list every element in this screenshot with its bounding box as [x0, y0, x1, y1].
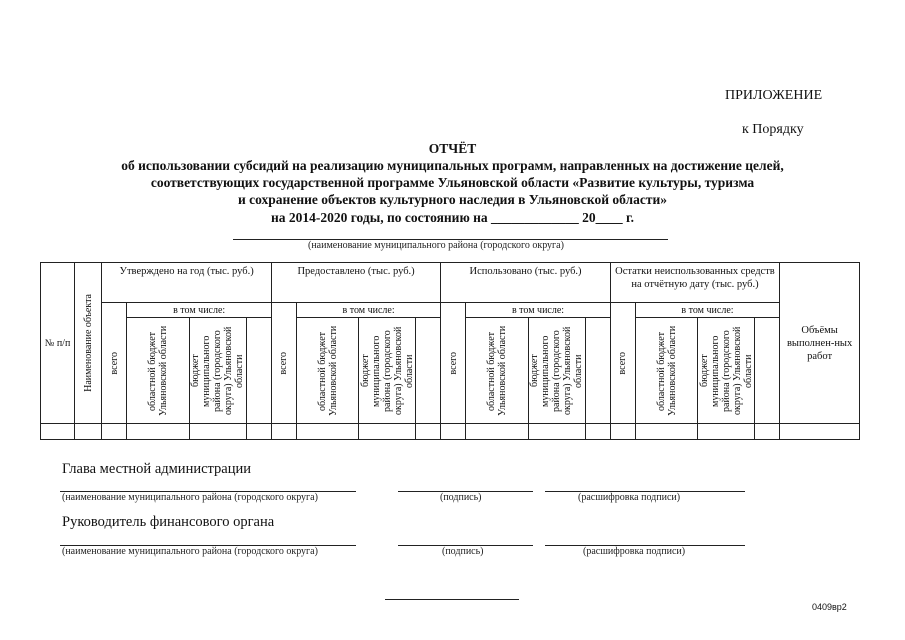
header-number: № п/п	[41, 263, 75, 424]
header-group-remaining: Остатки неиспользованных средств на отчётную дату (тыс. руб.)	[610, 263, 779, 303]
report-date-line: на 2014-2020 годы, по состоянию на _____________ 20____ г.	[270, 210, 635, 225]
header-remaining-blank	[755, 318, 780, 424]
header-group-used: Использовано (тыс. руб.)	[441, 263, 610, 303]
header-remaining-including: в том числе:	[635, 303, 779, 318]
table-cell[interactable]	[635, 424, 698, 440]
header-approved-blank	[246, 318, 271, 424]
table-cell[interactable]	[75, 424, 102, 440]
table-cell[interactable]	[441, 424, 466, 440]
table-cell[interactable]	[41, 424, 75, 440]
table-cell[interactable]	[466, 424, 529, 440]
header-remaining-municipal: бюджет муниципального района (городского округа) Ульяновской области	[698, 318, 755, 424]
header-used-municipal: бюджет муниципального района (городского округа) Ульяновской области	[528, 318, 585, 424]
closing-separator	[385, 599, 519, 600]
header-group-provided: Предоставлено (тыс. руб.)	[271, 263, 440, 303]
header-used-blank	[585, 318, 610, 424]
table-cell[interactable]	[246, 424, 271, 440]
report-subtitle-line-1: об использовании субсидий на реализацию муниципальных программ, направленных на достижение целей,	[121, 158, 784, 173]
header-approved-municipal: бюджет муниципального района (городского округа) Ульяновской области	[189, 318, 246, 424]
finance-decode-caption: (расшифровка подписи)	[583, 546, 686, 557]
header-used-including: в том числе:	[466, 303, 610, 318]
header-group-approved: Утверждено на год (тыс. руб.)	[102, 263, 271, 303]
finance-signature-caption: (подпись)	[442, 546, 484, 557]
table-cell[interactable]	[755, 424, 780, 440]
table-cell[interactable]	[416, 424, 441, 440]
header-approved-total: всего	[102, 303, 127, 424]
head-municipality-caption: (наименование муниципального района (городского округа)	[62, 492, 318, 503]
municipality-caption: (наименование муниципального района (городского округа)	[308, 240, 564, 251]
table-cell[interactable]	[189, 424, 246, 440]
report-subtitle-line-2: соответствующих государственной программе Ульяновской области «Развитие культуры, туризма	[150, 175, 755, 190]
header-provided-total: всего	[271, 303, 296, 424]
table-cell[interactable]	[359, 424, 416, 440]
table-row[interactable]	[41, 424, 860, 440]
header-remaining-total: всего	[610, 303, 635, 424]
finance-head-title: Руководитель финансового органа	[62, 514, 275, 530]
head-decode-caption: (расшифровка подписи)	[578, 492, 681, 503]
appendix-label: ПРИЛОЖЕНИЕ	[725, 88, 823, 103]
head-signature-caption: (подпись)	[440, 492, 482, 503]
report-title: ОТЧЁТ	[428, 141, 477, 156]
header-work-volume: Объёмы выполнен-ных работ	[780, 263, 860, 424]
report-subtitle-line-3: и сохранение объектов культурного наследия в Ульяновской области»	[237, 192, 667, 207]
table-cell[interactable]	[296, 424, 359, 440]
document-code: 0409вр2	[812, 602, 847, 612]
table-cell[interactable]	[127, 424, 190, 440]
table-cell[interactable]	[780, 424, 860, 440]
order-reference: к Порядку	[742, 122, 804, 137]
table-cell[interactable]	[698, 424, 755, 440]
table-cell[interactable]	[528, 424, 585, 440]
header-used-regional: областной бюджет Ульяновской области	[466, 318, 529, 424]
header-provided-including: в том числе:	[296, 303, 440, 318]
header-object-name: Наименование объекта	[75, 263, 102, 424]
header-approved-regional: областной бюджет Ульяновской области	[127, 318, 190, 424]
report-table	[40, 262, 860, 440]
header-remaining-regional: областной бюджет Ульяновской области	[635, 318, 698, 424]
header-used-total: всего	[441, 303, 466, 424]
table-cell[interactable]	[610, 424, 635, 440]
header-provided-municipal: бюджет муниципального района (городского округа) Ульяновской области	[359, 318, 416, 424]
header-approved-including: в том числе:	[127, 303, 271, 318]
head-title: Глава местной администрации	[62, 461, 252, 477]
table-cell[interactable]	[585, 424, 610, 440]
header-provided-blank	[416, 318, 441, 424]
table-cell[interactable]	[102, 424, 127, 440]
header-provided-regional: областной бюджет Ульяновской области	[296, 318, 359, 424]
table-cell[interactable]	[271, 424, 296, 440]
finance-municipality-caption: (наименование муниципального района (городского округа)	[62, 546, 318, 557]
